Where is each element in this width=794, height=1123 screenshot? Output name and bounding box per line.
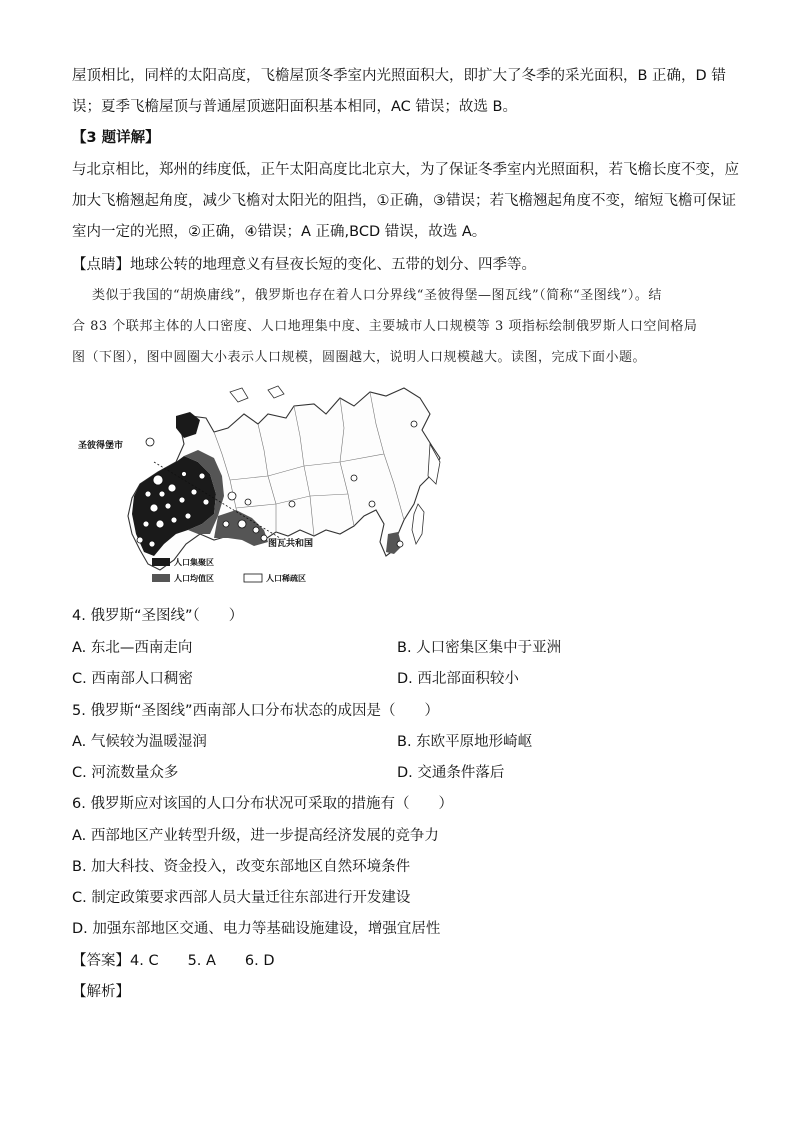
population-circle bbox=[289, 501, 295, 507]
population-circle bbox=[397, 541, 403, 547]
q6-option-a: A. 西部地区产业转型升级，进一步提高经济发展的竞争力 bbox=[72, 828, 439, 844]
population-circle bbox=[146, 438, 154, 446]
label-tuva: 图瓦共和国 bbox=[268, 539, 314, 549]
population-circle bbox=[149, 541, 155, 547]
section-heading: 【3 题详解】 bbox=[72, 130, 160, 146]
question-4-stem: 4. 俄罗斯“圣图线”（ ） bbox=[72, 608, 244, 624]
text-line: 室内一定的光照，②正确，④错误；A 正确,BCD 错误，故选 A。 bbox=[72, 224, 487, 240]
q6-option-d: D. 加强东部地区交通、电力等基础设施建设，增强宜居性 bbox=[72, 921, 441, 937]
population-circle bbox=[153, 475, 163, 485]
population-circle bbox=[223, 521, 229, 527]
russia-population-map bbox=[78, 384, 448, 590]
population-circle bbox=[351, 475, 357, 481]
island bbox=[268, 386, 284, 398]
population-circle bbox=[137, 537, 143, 543]
tip-line: 【点睛】地球公转的地理意义有昼夜长短的变化、五带的划分、四季等。 bbox=[72, 257, 536, 273]
text-line: 误；夏季飞檐屋顶与普通屋顶遮阳面积基本相同，AC 错误；故选 B。 bbox=[72, 99, 517, 115]
population-circle bbox=[150, 504, 158, 512]
q6-option-c: C. 制定政策要求西部人员大量迁往东部进行开发建设 bbox=[72, 890, 411, 906]
population-circle bbox=[185, 513, 191, 519]
question-5-stem: 5. 俄罗斯“圣图线”西南部人口分布状态的成因是（ ） bbox=[72, 703, 439, 719]
population-circle bbox=[168, 484, 176, 492]
legend-swatch-dense bbox=[152, 558, 170, 566]
intro-line: 合 83 个联邦主体的人口密度、人口地理集中度、主要城市人口规模等 3 项指标绘制俄罗斯人口空间格局 bbox=[72, 319, 698, 334]
q5-option-c: C. 河流数量众多 bbox=[72, 765, 179, 781]
population-circle bbox=[171, 517, 177, 523]
population-circle bbox=[145, 491, 151, 497]
q4-option-c: C. 西南部人口稠密 bbox=[72, 671, 193, 687]
analysis-heading: 【解析】 bbox=[72, 984, 130, 1000]
population-circle bbox=[179, 497, 185, 503]
legend-label-dense: 人口集聚区 bbox=[174, 558, 214, 567]
population-circle bbox=[245, 499, 251, 505]
label-st-petersburg: 圣彼得堡市 bbox=[78, 441, 124, 451]
answer-line: 【答案】4. C 5. A 6. D bbox=[72, 953, 275, 969]
legend-swatch-sparse bbox=[244, 574, 262, 582]
population-circle bbox=[411, 421, 417, 427]
legend-label-average: 人口均值区 bbox=[174, 574, 214, 583]
population-circle bbox=[238, 520, 246, 528]
population-circle bbox=[253, 527, 259, 533]
q4-option-b: B. 人口密集区集中于亚洲 bbox=[397, 640, 562, 656]
legend-swatch-average bbox=[152, 574, 170, 582]
population-circle bbox=[261, 535, 267, 541]
population-circle bbox=[369, 501, 375, 507]
question-6-stem: 6. 俄罗斯应对该国的人口分布状况可采取的措施有（ ） bbox=[72, 796, 453, 812]
population-circle bbox=[182, 472, 187, 477]
population-circle bbox=[203, 499, 209, 505]
population-circle bbox=[156, 520, 164, 528]
text-line: 屋顶相比，同样的太阳高度，飞檐屋顶冬季室内光照面积大，即扩大了冬季的采光面积，B 正确，D 错 bbox=[72, 68, 726, 84]
sakhalin bbox=[412, 504, 424, 544]
q4-option-a: A. 东北—西南走向 bbox=[72, 640, 193, 656]
q5-option-a: A. 气候较为温暖湿润 bbox=[72, 734, 207, 750]
population-circle bbox=[159, 491, 165, 497]
q4-option-d: D. 西北部面积较小 bbox=[397, 671, 519, 687]
population-circle bbox=[165, 503, 171, 509]
q5-option-b: B. 东欧平原地形崎岖 bbox=[397, 734, 533, 750]
q6-option-b: B. 加大科技、资金投入，改变东部地区自然环境条件 bbox=[72, 859, 411, 875]
population-circle bbox=[191, 489, 197, 495]
intro-line: 图（下图），图中圆圈大小表示人口规模，圆圈越大，说明人口规模越大。读图，完成下面小题。 bbox=[72, 350, 647, 365]
q5-option-d: D. 交通条件落后 bbox=[397, 765, 505, 781]
island bbox=[230, 388, 248, 402]
text-line: 与北京相比，郑州的纬度低，正午太阳高度比北京大，为了保证冬季室内光照面积，若飞檐长度不变，应 bbox=[72, 162, 739, 178]
intro-line: 类似于我国的“胡焕庸线”，俄罗斯也存在着人口分界线“圣彼得堡—图瓦线”（简称“圣图线”）。结 bbox=[92, 288, 662, 303]
text-line: 加大飞檐翘起角度，减少飞檐对太阳光的阻挡，①正确，③错误；若飞檐翘起角度不变，缩短飞檐可保证 bbox=[72, 193, 736, 209]
population-circle bbox=[199, 473, 205, 479]
population-circle bbox=[228, 492, 236, 500]
legend-label-sparse: 人口稀疏区 bbox=[266, 574, 306, 583]
population-circle bbox=[143, 521, 149, 527]
